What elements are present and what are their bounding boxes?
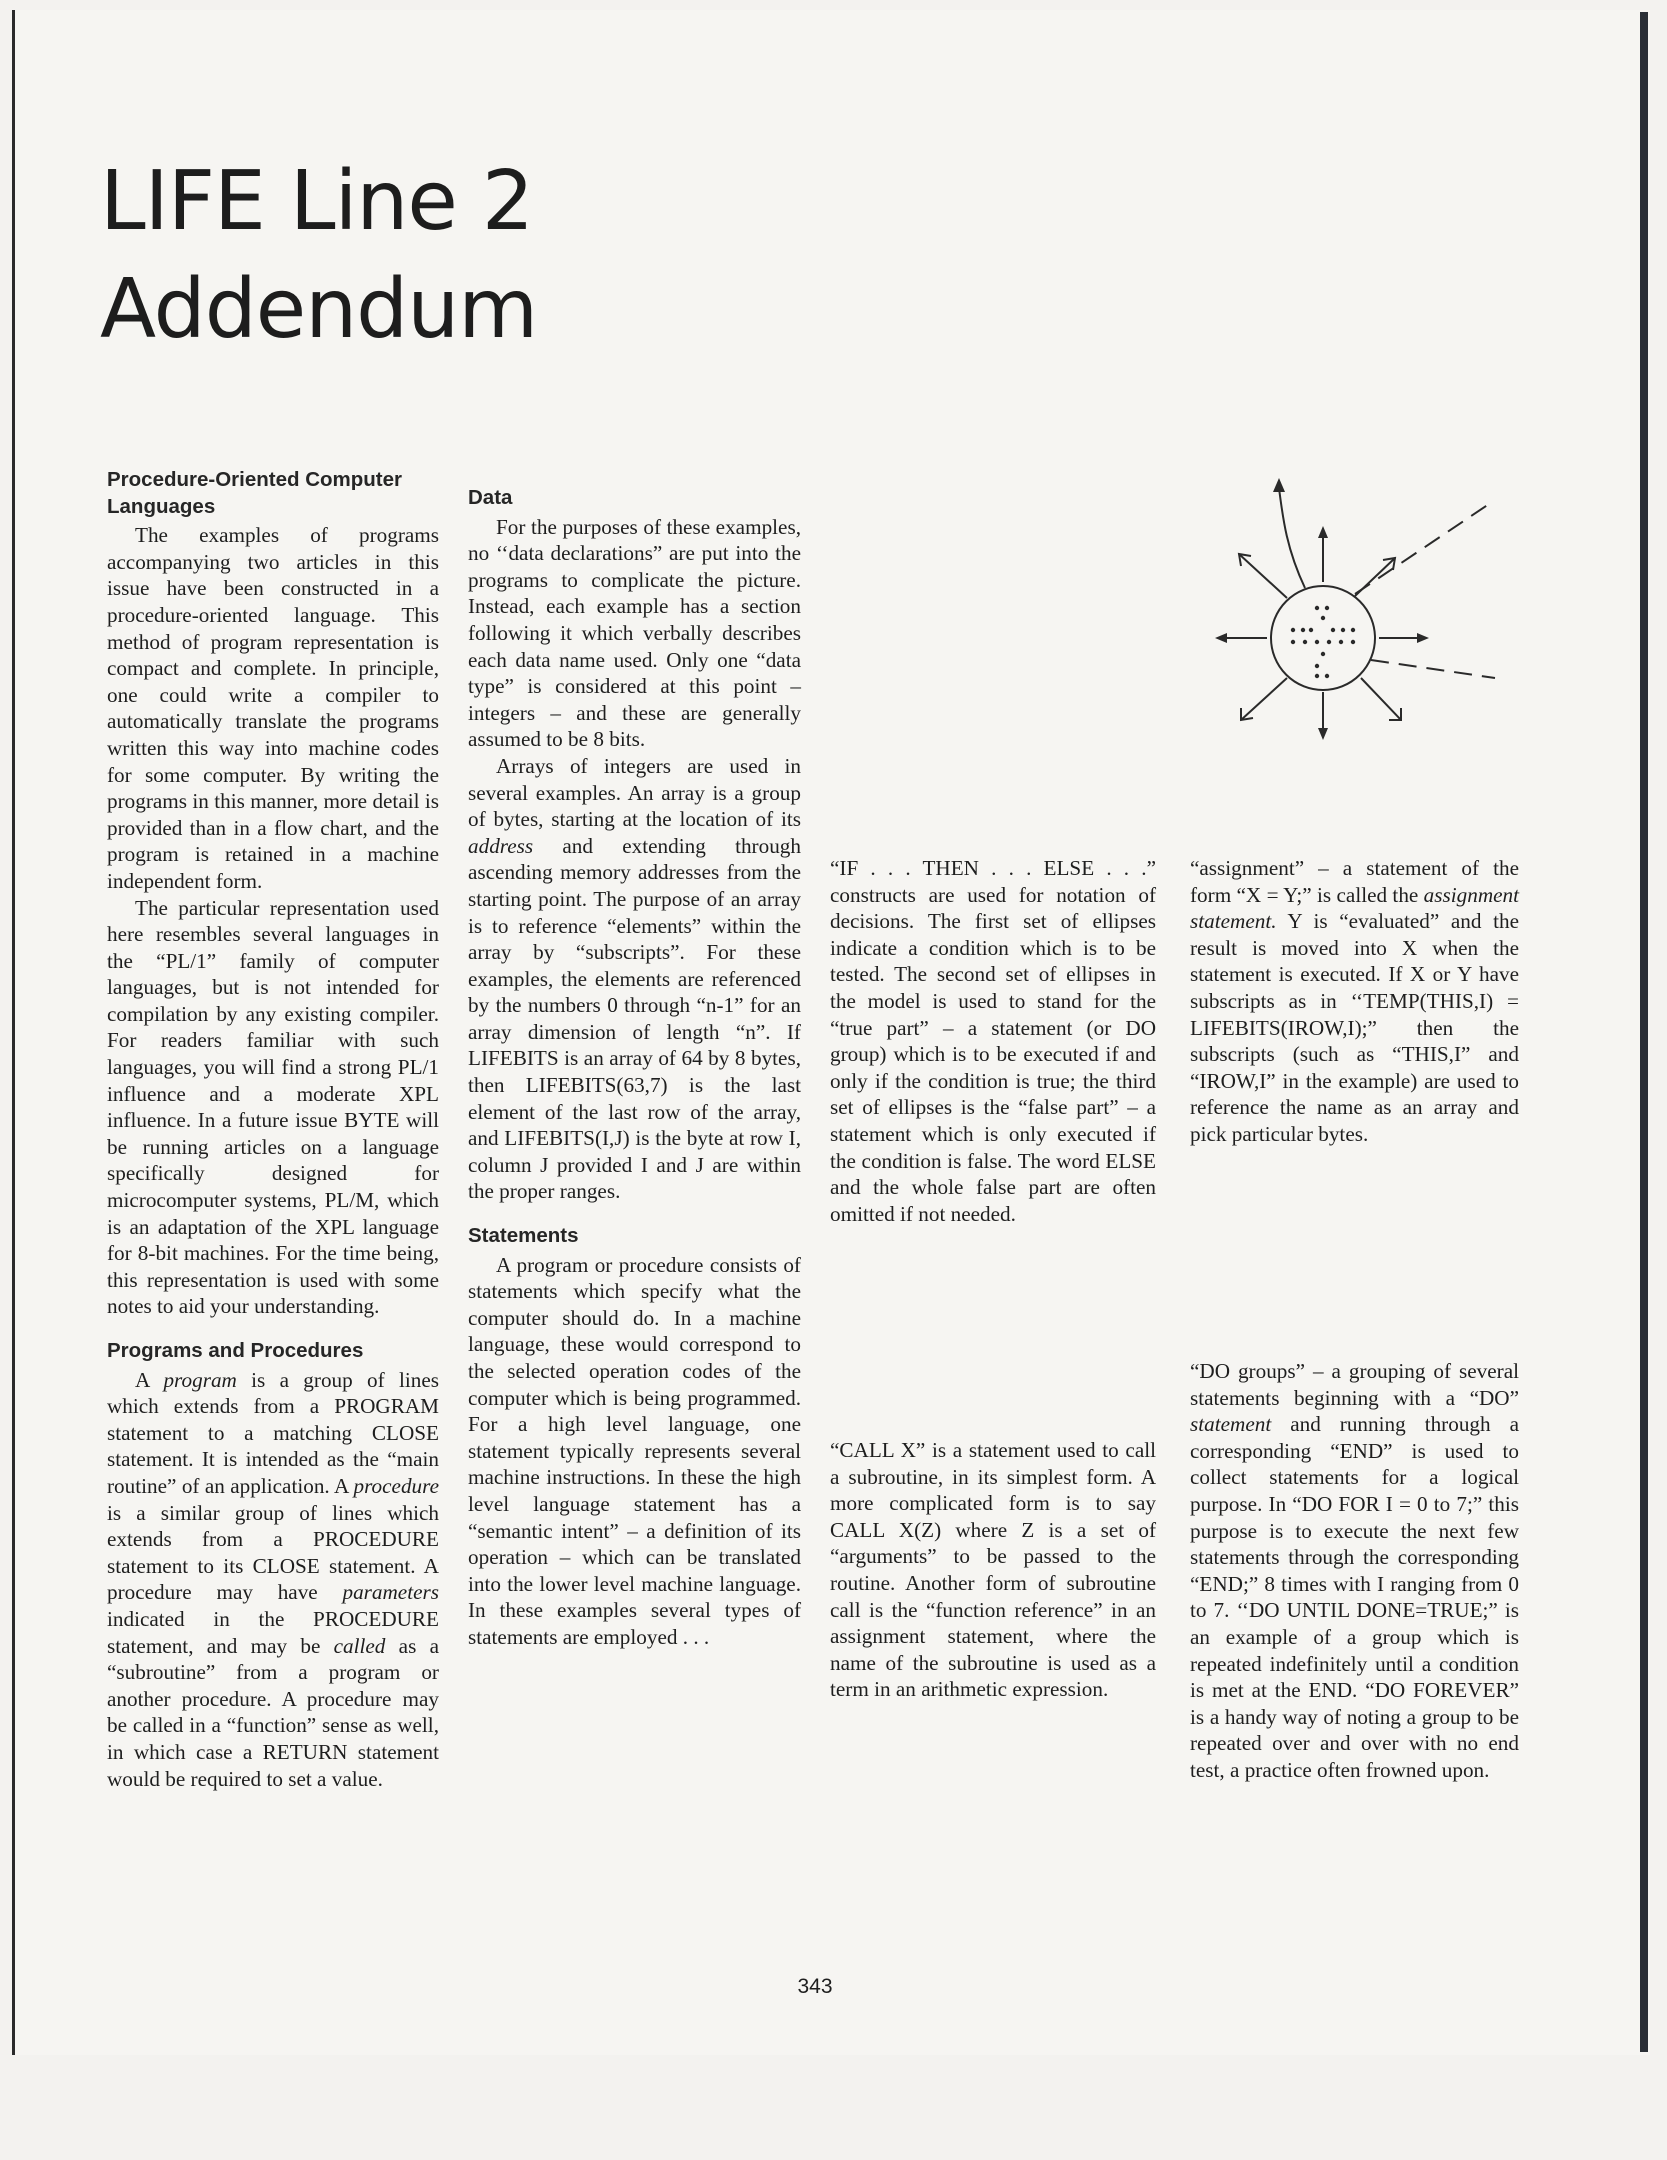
paragraph-procedure-2: The particular representation used here resembles several languages in the “PL/1” family of computer languages, but is not intended for compilation by any existing compiler. For readers familiar with such languages, you will find a strong PL/1 influence and a moderate XPL influence. In a future issue BYTE will be running articles on a language specifically designed for microcomputer systems, PL/M, which is an adaptation of the XPL language for 8-bit machines. For the time being, this representation is used with some notes to aid your understanding. [107, 895, 439, 1319]
paragraph-data-1: For the purposes of these examples, no ‘‘data declarations” are put into the programs to complicate the picture. Instead, each example has a section following it which verbally describes each data name used. Only one “data type” is considered at this point – integers – and these are generally assumed to be 8 bits. [468, 514, 801, 752]
column-4-do-groups [1190, 1358, 1519, 1784]
paragraph-call: “CALL X” is a statement used to call a subroutine, in its simplest form. A more complicated form is to say CALL X(Z) where Z is a set of “arguments” to be passed to the routine. Another form of subroutine call is the “function reference” in an assignment statement, where the name of the subroutine is used as a term in an arithmetic expression. [830, 1438, 1156, 1702]
heading-procedure-oriented: Procedure-Oriented Computer Languages [107, 468, 403, 518]
column-1 [107, 467, 439, 1792]
paragraph-procedure-1: The examples of programs accompanying two articles in this issue have been constructed in a procedure-oriented language. This method of program representation is compact and complete. In principle, one could write a compiler to automatically translate the programs written this way into machine codes for some computer. By writing the programs in this manner, more detail is provided than in a flow chart, and the program is retained in a machine independent form. [107, 523, 439, 893]
binding-edge [1640, 12, 1648, 2052]
page-number: 343 [797, 1975, 833, 1998]
title-line-2: Addendum [100, 262, 538, 357]
heading-programs-procedures: Programs and Procedures [107, 1339, 364, 1362]
life-glider-diagram-icon [1205, 470, 1505, 750]
paragraph-data-2: Arrays of integers are used in several examples. An array is a group of bytes, starting at the location of its address and extending through ascending memory addresses from the starting point. The purpose of an array is to reference “elements” within the array by “subscripts”. For these examples, the elements are referenced by the numbers 0 through “n-1” for an array dimension of length “n”. If LIFEBITS is an array of 64 by 8 bytes, then LIFEBITS(63,7) is the last element of the last row of the array, and LIFEBITS(I,J) is the byte at row I, column J provided I and J are within the proper ranges. [468, 753, 801, 1204]
paragraph-if-then-else: “IF . . . THEN . . . ELSE . . .” constructs are used for notation of decisions. The first set of ellipses indicate a condition which is to be tested. The second set of ellipses in the model is used to stand for the “true part” – a statement (or DO group) which is to be executed if and only if the condition is true; the third set of ellipses is the “false part” – a statement which is only executed if the condition is false. The word ELSE and the whole false part are often omitted if not needed. [830, 856, 1156, 1226]
paragraph-statements-1: A program or procedure consists of statements which specify what the computer should do. In a machine language, these would correspond to the selected operation codes of the computer which is being programmed. For a high level language, one statement typically represents several machine instructions. In these the high level language statement has a “semantic intent” – a definition of its operation – which can be translated into the lower level machine language. In these examples several types of statements are employed . . . [468, 1252, 801, 1649]
column-4-assignment [1190, 855, 1519, 1148]
paragraph-programs-1: A program is a group of lines which extends from a PROGRAM statement to a matching CLOSE statement. It is intended as the “main routine” of an application. A procedure is a similar group of lines which extends from a PROCEDURE statement to its CLOSE statement. A procedure may have parameters indicated in the PROCEDURE statement, and may be called as a “subroutine” from a program or another procedure. A procedure may be called in a “function” sense as well, in which case a RETURN statement would be required to set a value. [107, 1367, 440, 1791]
column-2 [468, 467, 801, 1651]
heading-data: Data [468, 486, 513, 509]
paragraph-assignment: “assignment” – a statement of the form “X = Y;” is called the assignment statement. Y is “evaluated” and the result is moved into X when the statement is executed. If X or Y have subscripts as in ‘‘TEMP(THIS,I) = LIFEBITS(IROW,I);” then the subscripts (such as “THIS,I” and “IROW,I” in the example) are used to reference the name as an array and pick particular bytes. [1190, 856, 1520, 1146]
title-line-1: LIFE Line 2 [100, 154, 534, 249]
column-3-call [830, 1437, 1156, 1703]
heading-statements: Statements [468, 1224, 579, 1248]
column-3-if [830, 855, 1156, 1227]
paragraph-do-groups: “DO groups” – a grouping of several statements beginning with a “DO” statement and running through a corresponding “END” is used to collect statements for a logical purpose. In “DO FOR I = 0 to 7;” this purpose is to execute the next few statements through the corresponding “END;” 8 times with I ranging from 0 to 7. ‘‘DO UNTIL DONE=TRUE;” is an example of a group which is repeated indefinitely until a condition is met at the END. “DO FOREVER” is a handy way of noting a group to be repeated over and over with no end test, a practice often frowned upon. [1190, 1359, 1519, 1782]
article-title [100, 148, 537, 364]
